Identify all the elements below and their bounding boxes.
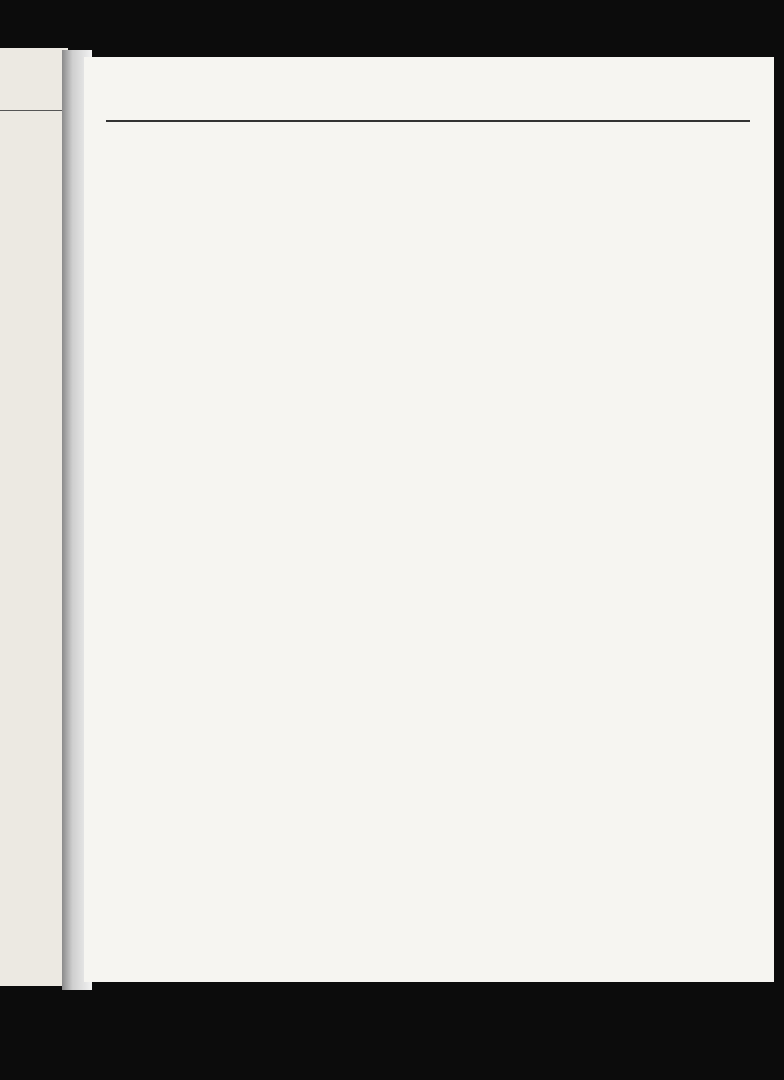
header-rule	[106, 120, 750, 122]
left-column	[108, 131, 398, 143]
right-column	[422, 131, 712, 143]
left-page-header-rule	[0, 110, 62, 111]
book-page	[84, 57, 774, 982]
adjacent-left-page	[0, 48, 68, 986]
